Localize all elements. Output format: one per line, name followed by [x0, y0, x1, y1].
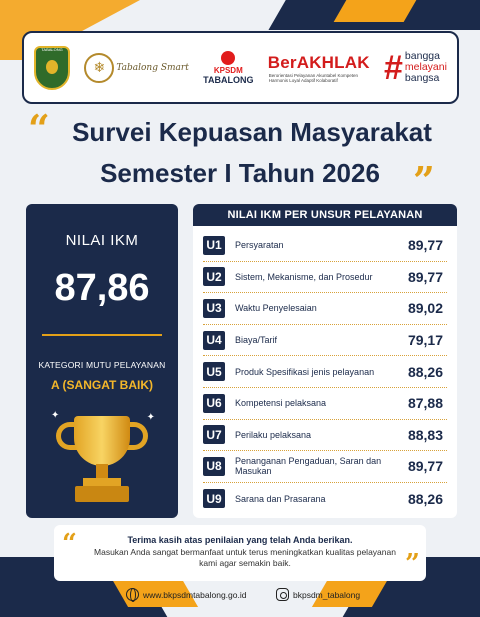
- globe-icon: [126, 588, 139, 601]
- tabalong-smart-logo: [84, 53, 189, 83]
- unit-name: Penanganan Pengaduan, Saran dan Masukan: [235, 456, 382, 477]
- instagram-handle[interactable]: bkpsdm_tabalong: [293, 589, 361, 600]
- unit-value: 88,26: [407, 490, 443, 507]
- unit-name: Waktu Penyelesaian: [235, 303, 317, 314]
- berakhlak-subtitle: Berorientasi Pelayanan Akuntabel Kompeten Harmonis Loyal Adaptif Kolaboratif: [268, 72, 359, 83]
- smart-logo-text: Tabalong Smart: [116, 62, 189, 73]
- berakhlak-title: BerAKHLAK: [267, 52, 370, 72]
- unit-row: [203, 483, 447, 515]
- ikm-value: 87,86: [54, 267, 150, 309]
- unit-value: 88,26: [407, 363, 443, 380]
- unit-name: Kompetensi pelaksana: [235, 398, 327, 409]
- unit-value: 89,77: [407, 268, 443, 285]
- unit-name: Sistem, Mekanisme, dan Prosedur: [235, 271, 373, 282]
- unit-scores-header: NILAI IKM PER UNSUR PELAYANAN: [193, 204, 457, 226]
- page-title-line2: Semester I Tahun 2026: [100, 158, 380, 188]
- quote-open-icon: “: [62, 529, 77, 559]
- unit-value: 88,83: [407, 426, 443, 443]
- bangga-line3: bangsa: [404, 72, 440, 84]
- kpsdm-bottom-text: TABALONG: [203, 74, 254, 85]
- crest-icon: [34, 46, 70, 90]
- unit-code: U7: [203, 425, 225, 444]
- unit-value: 87,88: [407, 395, 443, 412]
- category-value: A (SANGAT BAIK): [51, 378, 153, 392]
- quote-open-icon: “: [28, 106, 50, 151]
- bangga-line2: melayani: [404, 61, 447, 73]
- divider: [42, 334, 162, 336]
- crest-label: TABALONG: [41, 46, 63, 52]
- unit-name: Biaya/Tarif: [235, 335, 278, 346]
- tabalong-crest-logo: [34, 46, 70, 90]
- ikm-summary-card: [26, 204, 178, 518]
- unit-row: [203, 388, 447, 420]
- unit-name: Persyaratan: [235, 240, 284, 251]
- kpsdm-logo: [203, 51, 253, 85]
- trophy-icon: [47, 410, 157, 510]
- website-link[interactable]: www.bkpsdmtabalong.go.id: [143, 589, 247, 600]
- unit-scores-card: [193, 204, 457, 518]
- smart-emblem-icon: ❄: [84, 53, 114, 83]
- unit-row: [203, 262, 447, 294]
- quote-close-icon: ”: [405, 549, 420, 579]
- unit-code: U4: [203, 331, 225, 350]
- ikm-label: NILAI IKM: [65, 232, 139, 249]
- unit-code: U8: [203, 457, 225, 476]
- unit-value: 89,77: [407, 458, 443, 475]
- category-label: KATEGORI MUTU PELAYANAN: [38, 360, 166, 370]
- quote-close-icon: ”: [413, 158, 435, 203]
- unit-code: U5: [203, 362, 225, 381]
- unit-row: [203, 356, 447, 388]
- instagram-contact[interactable]: [276, 588, 360, 601]
- unit-score-list: [193, 226, 457, 514]
- website-contact[interactable]: [126, 588, 246, 601]
- unit-value: 79,17: [407, 332, 443, 349]
- unit-row: [203, 230, 447, 262]
- sparkle-icon: ✦: [146, 412, 155, 423]
- decor-shape: [334, 0, 417, 22]
- sparkle-icon: ✦: [51, 410, 60, 421]
- berakhlak-logo: [268, 53, 370, 83]
- bangga-text: [405, 51, 447, 84]
- unit-code: U6: [203, 394, 225, 413]
- page-title-line1: Survei Kepuasan Masyarakat: [72, 117, 432, 147]
- thank-you-text: Terima kasih atas penilaian yang telah Anda berikan.: [127, 535, 353, 545]
- unit-row: [203, 325, 447, 357]
- kpsdm-top-text: KPSDM: [213, 65, 243, 75]
- unit-value: 89,02: [407, 300, 443, 317]
- unit-name: Perilaku pelaksana: [235, 429, 312, 440]
- unit-row: [203, 451, 447, 483]
- instagram-icon: [276, 588, 289, 601]
- unit-code: U2: [203, 267, 225, 286]
- logo-bar: [22, 31, 459, 104]
- unit-code: U9: [203, 489, 225, 508]
- unit-code: U3: [203, 299, 225, 318]
- unit-row: [203, 420, 447, 452]
- unit-name: Produk Spesifikasi jenis pelayanan: [235, 366, 375, 377]
- unit-row: [203, 293, 447, 325]
- hashtag-icon: #: [384, 48, 403, 87]
- thank-you-box: [54, 525, 426, 581]
- bangga-line1: bangga: [404, 50, 440, 62]
- unit-code: U1: [203, 236, 225, 255]
- kpsdm-mark-icon: [221, 51, 235, 65]
- feedback-note: Masukan Anda sangat bermanfaat untuk terus meningkatkan kualitas pelayanan kami agar semakin baik.: [94, 547, 396, 568]
- unit-value: 89,77: [407, 237, 443, 254]
- unit-name: Sarana dan Prasarana: [235, 493, 326, 504]
- bangga-melayani-logo: [384, 48, 447, 87]
